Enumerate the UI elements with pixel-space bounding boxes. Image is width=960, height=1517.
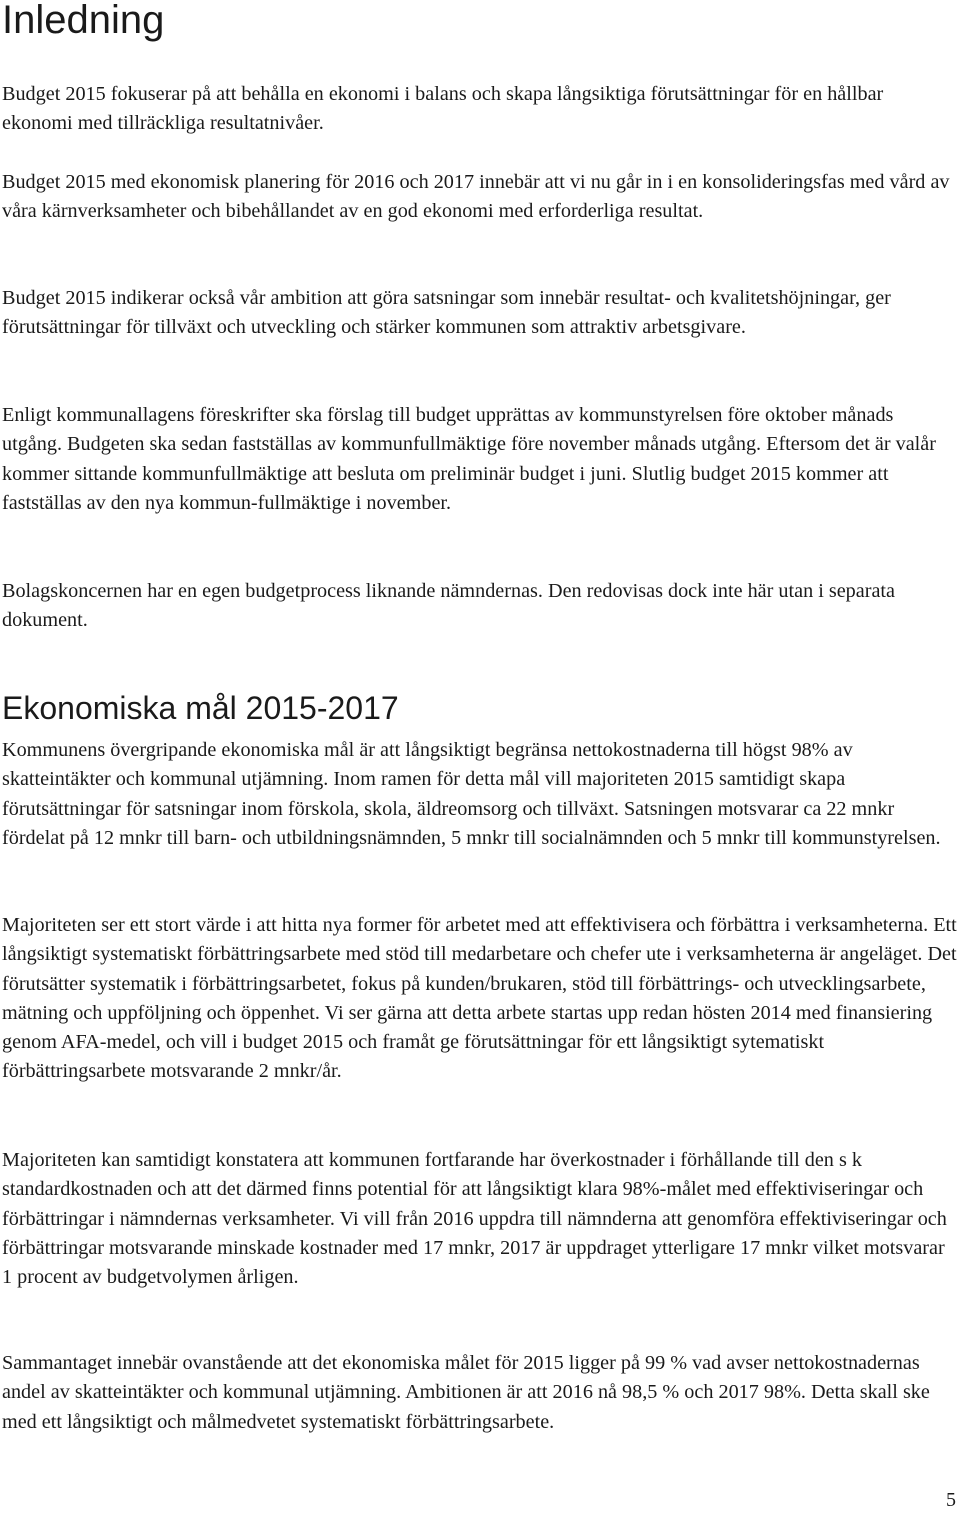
goals-paragraph-2: Majoriteten ser ett stort värde i att hitta nya former för arbetet med att effektivisera och förbättra i verksamheterna. Ett långsiktigt systematiskt förbättringsarbete med stöd till medarbetare och chefer ute i verksamheterna är angeläget. Det förutsätter systematik i förbättringsarbetet, fokus på kunden/brukaren, stöd till förbättrings- och utvecklingsarbete, mätning och uppföljning och öppenhet. Vi ser gärna att detta arbete startas upp redan hösten 2014 med finansiering genom AFA-medel, och vill i budget 2015 och framåt ge förutsättningar för ett långsiktigt sytematiskt förbättringsarbete motsvarande 2 mnkr/år. bbox=[2, 914, 957, 1083]
goals-paragraph-4: Sammantaget innebär ovanstående att det ekonomiska målet för 2015 ligger på 99 % vad avser nettokostnadernas andel av skatteintäkter och kommunal utjämning. Ambitionen är att 2016 nå 98,5 % och 2017 98%. Detta skall ske med ett långsiktigt och målmedvetet systematiskt förbättringsarbete. bbox=[2, 1352, 930, 1433]
page-number: 5 bbox=[946, 1489, 956, 1511]
intro-paragraph-2: Budget 2015 med ekonomisk planering för 2016 och 2017 innebär att vi nu går in i en konsolideringsfas med vård av våra kärnverksamheter och bibehållandet av en god ekonomi med erforderliga resultat. bbox=[2, 171, 950, 223]
heading-inledning: Inledning bbox=[2, 0, 165, 42]
intro-paragraph-1: Budget 2015 fokuserar på att behålla en ekonomi i balans och skapa långsiktiga förutsättningar för en hållbar ekonomi med tillräckliga resultatnivåer. bbox=[2, 83, 884, 135]
intro-paragraph-3: Budget 2015 indikerar också vår ambition att göra satsningar som innebär resultat- och kvalitetshöjningar, ger förutsättningar för tillväxt och utveckling och stärker kommunen som attraktiv arbetsgivare. bbox=[2, 287, 891, 339]
heading-ekonomiska-mal: Ekonomiska mål 2015-2017 bbox=[2, 690, 399, 726]
goals-paragraph-3: Majoriteten kan samtidigt konstatera att kommunen fortfarande har överkostnader i förhållande till den s k standardkostnaden och att det därmed finns potential för att långsiktigt klara 98%-målet med effektiviseringar och förbättringar i nämndernas verksamheter. Vi vill från 2016 uppdra till nämnderna att genomföra effektiviseringar och förbättringar motsvarande minskade kostnader med 17 mnkr, 2017 är uppdraget ytterligare 17 mnkr vilket motsvarar 1 procent av budgetvolymen årligen. bbox=[2, 1149, 947, 1289]
goals-paragraph-1: Kommunens övergripande ekonomiska mål är att långsiktigt begränsa nettokostnaderna till högst 98% av skatteintäkter och kommunal utjämning. Inom ramen för detta mål vill majoriteten 2015 samtidigt skapa förutsättningar för satsningar inom förskola, skola, äldreomsorg och tillväxt. Satsningen motsvarar ca 22 mnkr fördelat på 12 mnkr till barn- och utbildningsnämnden, 5 mnkr till socialnämnden och 5 mnkr till kommunstyrelsen. bbox=[2, 739, 941, 849]
intro-paragraph-4: Enligt kommunallagens föreskrifter ska förslag till budget upprättas av kommunstyrelsen före oktober månads utgång. Budgeten ska sedan fastställas av kommunfullmäktige före november månads utgång. Eftersom det är valår kommer sittande kommunfullmäktige att besluta om preliminär budget i juni. Slutlig budget 2015 kommer att fastställas av den nya kommun-fullmäktige i november. bbox=[2, 404, 936, 514]
intro-paragraph-5: Bolagskoncernen har en egen budgetprocess liknande nämndernas. Den redovisas dock inte här utan i separata dokument. bbox=[2, 580, 895, 632]
